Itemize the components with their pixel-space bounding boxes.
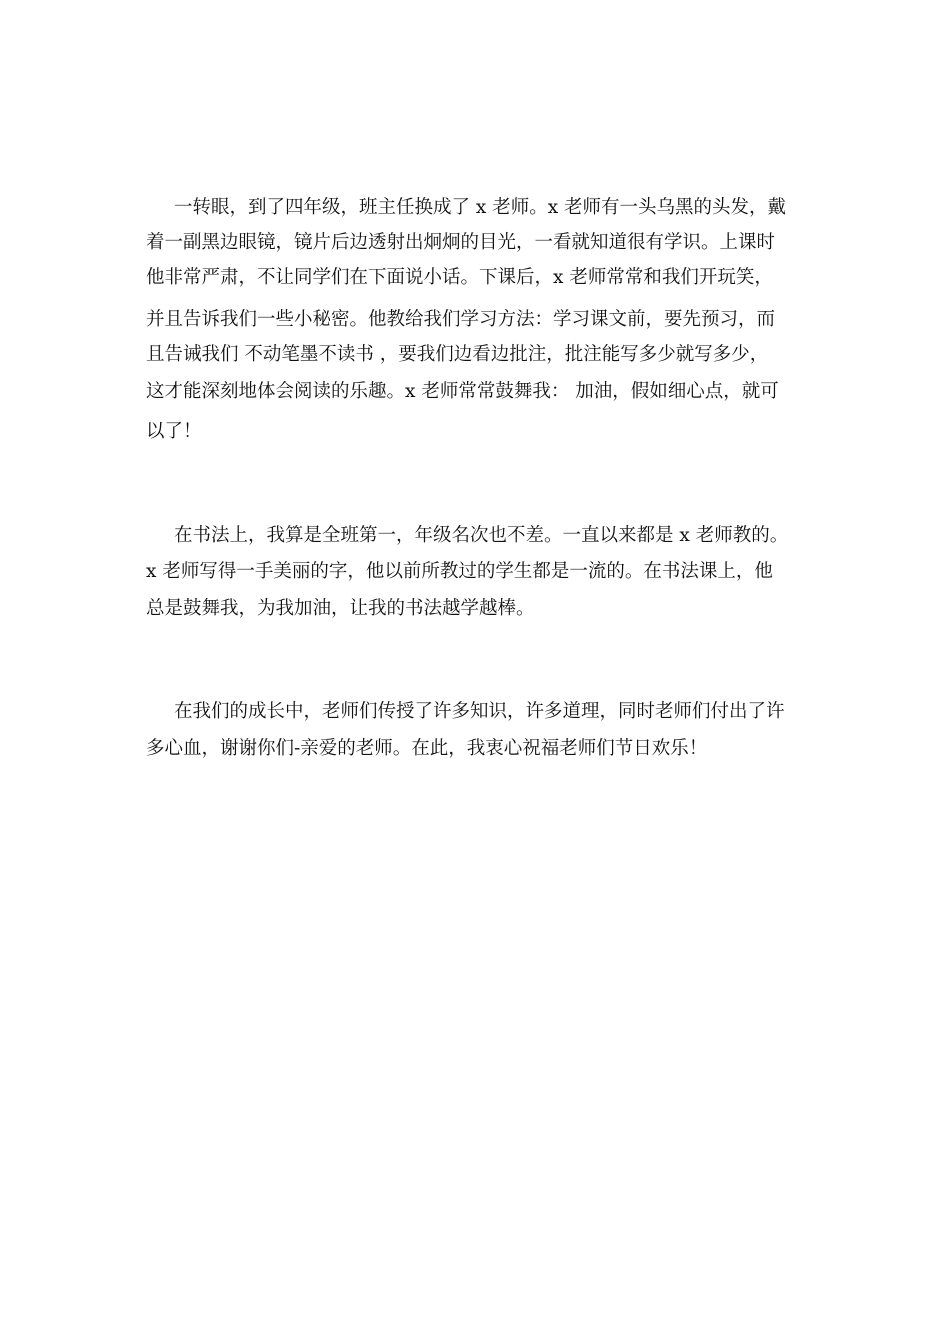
paragraph-line: 多心血，谢谢你们-亲爱的老师。在此，我衷心祝福老师们节日欢乐！	[146, 738, 708, 759]
paragraph-line: 以了！	[146, 421, 202, 442]
paragraph-line: x 老师写得一手美丽的字，他以前所教过的学生都是一流的。在书法课上，他	[146, 561, 773, 582]
paragraph-line: 且告诫我们 不动笔墨不读书 ，要我们边看边批注，批注能写多少就写多少，	[146, 344, 769, 365]
paragraph-line: 他非常严肃，不让同学们在下面说小话。下课后，x 老师常常和我们开玩笑，	[146, 267, 773, 288]
paragraph-line: 并且告诉我们一些小秘密。他教给我们学习方法：学习课文前，要先预习，而	[146, 309, 776, 330]
paragraph-line: 这才能深刻地体会阅读的乐趣。x 老师常常鼓舞我： 加油，假如细心点，就可	[146, 381, 779, 402]
paragraph-line: 总是鼓舞我，为我加油，让我的书法越学越棒。	[146, 598, 535, 619]
paragraph-line: 一转眼，到了四年级，班主任换成了 x 老师。x 老师有一头乌黑的头发，戴	[174, 197, 787, 218]
paragraph-line: 在我们的成长中，老师们传授了许多知识，许多道理，同时老师们付出了许	[174, 701, 785, 722]
paragraph-line: 在书法上，我算是全班第一，年级名次也不差。一直以来都是 x 老师教的。	[174, 525, 789, 546]
paragraph-line: 着一副黑边眼镜，镜片后边透射出炯炯的目光，一看就知道很有学识。上课时	[146, 232, 776, 253]
